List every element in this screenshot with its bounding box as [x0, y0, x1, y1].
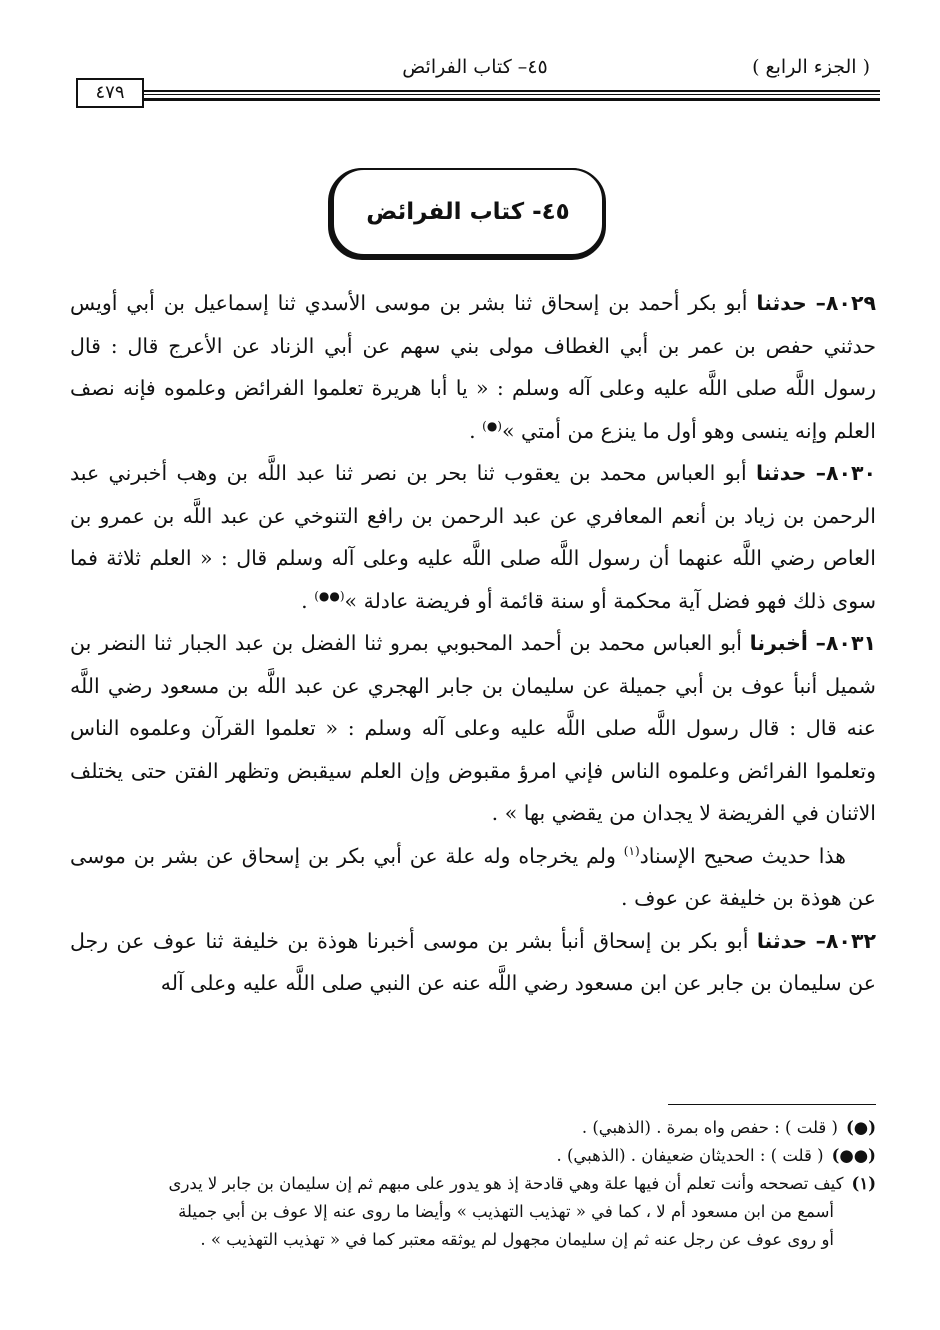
- hadith-lead-word: حدثنا: [756, 928, 808, 953]
- footnote-text: ( قلت ) : حفص واه بمرة . (الذهبي) .: [581, 1118, 838, 1137]
- footnote-ref[interactable]: (١): [623, 843, 640, 858]
- footnote-text: كيف تصححه وأنت تعلم أن فيها علة وهي قادحة إذ هو يدور على مبهم ثم إن سليمان بن جابر لا يدرى: [168, 1174, 844, 1193]
- footnote-ref[interactable]: (●): [482, 418, 502, 433]
- main-text: [70, 282, 876, 1005]
- hadith-paragraph: [70, 622, 876, 835]
- note-text: ولم يخرجاه وله علة عن أبي بكر بن إسحاق عن بشر بن موسى عن هوذة بن خليفة عن عوف .: [70, 843, 876, 910]
- footnote-continuation: أو روى عوف عن رجل عنه ثم إن سليمان مجهول لم يوثقه معتبر كما في « تهذيب التهذيب » .: [200, 1230, 834, 1249]
- hadith-text: أبو العباس محمد بن أحمد المحبوبي بمرو ثنا الفضل بن عبد الجبار ثنا النضر بن شميل أنبأ عوف بن أبي جميلة عن سليمان بن جابر الهجري عن عبد اللَّه بن مسعود رضي اللَّه عنه قال : قال رسول اللَّه صلى اللَّه عليه وعلى آله وسلم : « تعلموا القرآن وعلموه الناس وتعلموا الفرائض وعلموه الناس فإني امرؤ مقبوض وإن العلم سيقبض وتظهر الفتن حتى يختلف الاثنان في الفريضة لا يجدان من يقضي بها » .: [70, 631, 876, 825]
- footnote: [70, 1114, 876, 1142]
- hadith-lead-word: حدثنا: [756, 291, 807, 315]
- hadith-number: ٨٠٢٩–: [815, 291, 876, 315]
- chapter-title-frame: [328, 168, 604, 258]
- chapter-title: ٤٥- كتاب الفرائض: [332, 168, 604, 256]
- note-text: هذا حديث صحيح الإسناد: [639, 843, 846, 868]
- footnotes: [70, 1114, 876, 1254]
- hadith-lead-word: أخبرنا: [749, 631, 808, 655]
- editor-note-paragraph: [70, 835, 876, 920]
- header-rule: [142, 98, 880, 101]
- page-number: ٤٧٩: [76, 78, 144, 108]
- hadith-paragraph: [70, 452, 876, 622]
- hadith-number: ٨٠٣٢–: [815, 928, 876, 953]
- footnote: [70, 1170, 876, 1198]
- running-chapter-title: ٤٥– كتاب الفرائض: [402, 56, 548, 78]
- footnote: [70, 1142, 876, 1170]
- footnote-continuation: أسمع من ابن مسعود أم لا ، كما في « تهذيب التهذيب » وأيضا ما روى عنه إلا عوف بن أبي جميلة: [178, 1202, 834, 1221]
- footnote-mark: (١): [851, 1174, 876, 1193]
- footnote-mark: (●): [845, 1118, 876, 1137]
- volume-label: ( الجزء الرابع ): [752, 56, 870, 78]
- hadith-end: .: [469, 418, 483, 443]
- hadith-paragraph: [70, 282, 876, 452]
- hadith-number: ٨٠٣١–: [815, 631, 876, 655]
- hadith-paragraph: [70, 920, 876, 1005]
- footnote-text: ( قلت ) : الحديثان ضعيفان . (الذهبي) .: [556, 1146, 824, 1165]
- hadith-end: .: [301, 588, 315, 613]
- running-header: [70, 44, 880, 104]
- hadith-number: ٨٠٣٠–: [815, 461, 876, 485]
- hadith-text: أبو العباس محمد بن يعقوب ثنا بحر بن نصر ثنا عبد اللَّه بن وهب أخبرني عبد الرحمن بن زياد بن أنعم المعافري عن عبد الرحمن بن رافع التنوخي عن عبد اللَّه بن عمرو بن العاص رضي اللَّه عنهما أن رسول اللَّه صلى اللَّه عليه وعلى آله وسلم قال : « العلم ثلاثة فما سوى ذلك فهو فضل آية محكمة أو سنة قائمة أو فريضة عادلة »: [70, 461, 876, 613]
- hadith-lead-word: حدثنا: [755, 461, 807, 485]
- hadith-text: أبو بكر أحمد بن إسحاق ثنا بشر بن موسى الأسدي ثنا إسماعيل بن أبي أويس حدثني حفص بن عمر بن أبي الغطاف مولى بني سهم عن أبي الزناد عن الأعرج قال : قال رسول اللَّه صلى اللَّه عليه وعلى آله وسلم : « يا أبا هريرة تعلموا الفرائض وعلموه فإنه نصف العلم وإنه ينسى وهو أول ما ينزع من أمتي »: [70, 291, 876, 443]
- header-rule: [142, 90, 880, 92]
- footnote-mark: (●●): [831, 1146, 876, 1165]
- footnote-ref[interactable]: (●●): [314, 588, 345, 603]
- hadith-text: أبو بكر بن إسحاق أنبأ بشر بن موسى أخبرنا هوذة بن خليفة ثنا عوف عن رجل عن سليمان بن جابر عن ابن مسعود رضي اللَّه عنه عن النبي صلى اللَّه عليه وعلى آله: [70, 928, 876, 995]
- header-rule: [142, 94, 880, 95]
- footnote-separator: [668, 1104, 876, 1105]
